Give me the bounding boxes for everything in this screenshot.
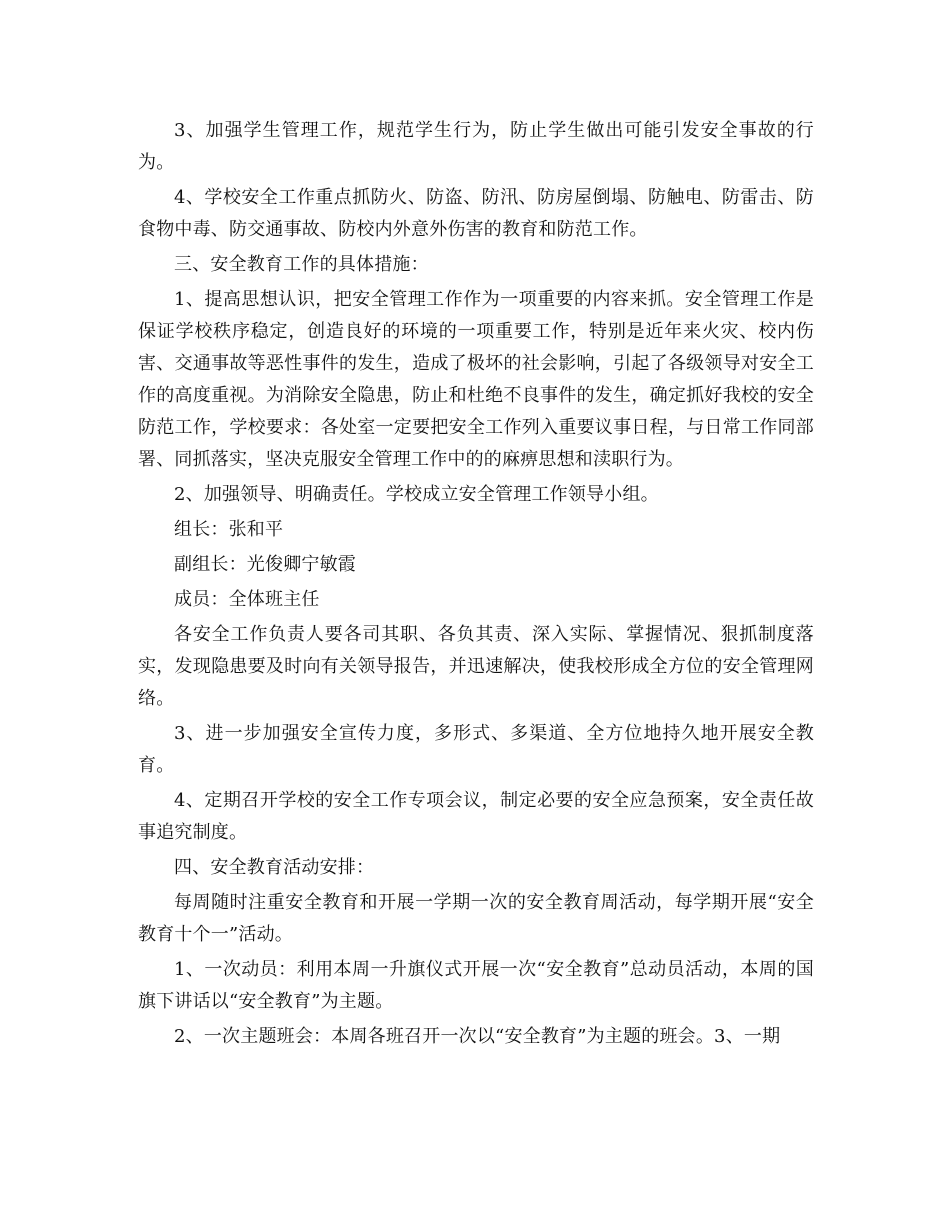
section-heading-activities: 四、安全教育活动安排：: [174, 857, 375, 878]
paragraph-responsibilities: 各安全工作负责人要各司其职、各负其责、深入实际、掌握情况、狠抓制度落实，发现隐患要及时向有关领导报告，并迅速解决，使我校形成全方位的安全管理网络。: [138, 624, 814, 709]
deputy-leader-line: 副组长：光俊卿宁敏霞: [174, 554, 356, 575]
paragraph-leadership: 2、加强领导、明确责任。学校成立安全管理工作领导小组。: [174, 484, 659, 505]
paragraph-theme-meeting: 2、一次主题班会：本周各班召开一次以“安全教育”为主题的班会。3、一期: [174, 1026, 781, 1047]
members-line: 成员：全体班主任: [174, 589, 320, 610]
paragraph-student-management: 3、加强学生管理工作，规范学生行为，防止学生做出可能引发安全事故的行为。: [138, 120, 814, 173]
paragraph-awareness: 1、提高思想认识，把安全管理工作作为一项重要的内容来抓。安全管理工作是保证学校秩序稳定，创造良好的环境的一项重要工作，特别是近年来火灾、校内伤害、交通事故等恶性事件的发生，造成了极坏的社会影响，引起了各级领导对安全工作的高度重视。为消除安全隐患，防止和杜绝不良事件的发生，确定抓好我校的安全防范工作，学校要求：各处室一定要把安全工作列入重要议事日程，与日常工作同部署、同抓落实，坚决克服安全管理工作中的的麻痹思想和渎职行为。: [138, 289, 814, 470]
paragraph-safety-focus: 4、学校安全工作重点抓防火、防盗、防汛、防房屋倒塌、防触电、防雷击、防食物中毒、防交通事故、防校内外意外伤害的教育和防范工作。: [138, 187, 814, 240]
section-heading-measures: 三、安全教育工作的具体措施：: [174, 254, 429, 275]
document-body: [138, 115, 814, 1056]
paragraph-publicity: 3、进一步加强安全宣传力度，多形式、多渠道、全方位地持久地开展安全教育。: [138, 723, 814, 776]
leader-line: 组长：张和平: [174, 519, 284, 540]
paragraph-mobilization: 1、一次动员：利用本周一升旗仪式开展一次“安全教育”总动员活动，本周的国旗下讲话以“安全教育”为主题。: [138, 959, 814, 1012]
paragraph-meetings: 4、定期召开学校的安全工作专项会议，制定必要的安全应急预案，安全责任故事追究制度。: [138, 790, 814, 843]
paragraph-weekly-activities: 每周随时注重安全教育和开展一学期一次的安全教育周活动，每学期开展“安全教育十个一”活动。: [138, 892, 814, 945]
